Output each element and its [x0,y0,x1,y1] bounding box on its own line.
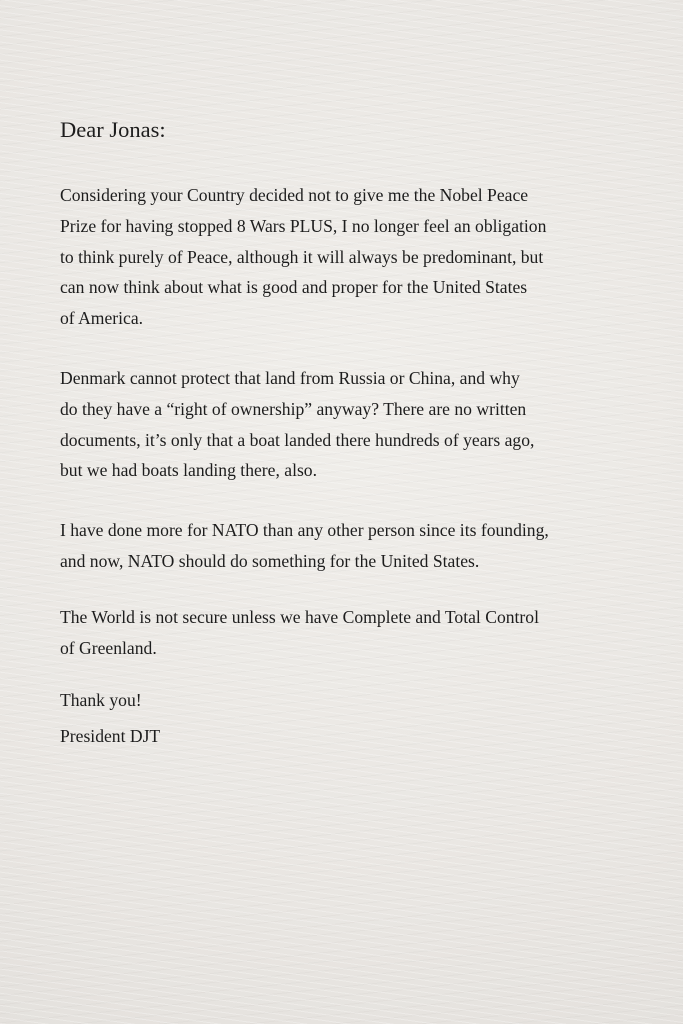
letter-salutation: Dear Jonas: [60,117,166,142]
paragraph-line: I have done more for NATO than any other person since its founding, [60,520,549,541]
paragraph-line: The World is not secure unless we have Complete and Total Control [60,606,539,627]
paragraph-line: documents, it’s only that a boat landed there hundreds of years ago, [60,429,535,450]
paragraph-line: of America. [60,308,144,329]
paragraph-denmark [60,363,660,486]
signature-line: President DJT [60,726,161,747]
paragraph-line: Prize for having stopped 8 Wars PLUS, I no longer feel an obligation [60,215,547,236]
paragraph-line: can now think about what is good and proper for the United States [60,277,528,298]
paragraph-line: but we had boats landing there, also. [60,460,317,481]
paragraph-line: Considering your Country decided not to give me the Nobel Peace [60,185,529,205]
letter-closing [60,682,660,754]
paragraph-nato [60,515,660,577]
closing-line: Thank you! [60,690,142,711]
paragraph-greenland [60,602,660,664]
paragraph-line: and now, NATO should do something for the United States. [60,550,480,571]
paragraph-line: of Greenland. [60,637,157,658]
paragraph-line: to think purely of Peace, although it will always be predominant, but [60,246,544,267]
paragraph-nobel [60,180,660,334]
paragraph-line: do they have a “right of ownership” anyway? There are no written [60,398,527,419]
letter-body [60,114,660,754]
paragraph-line: Denmark cannot protect that land from Russia or China, and why [60,367,520,388]
